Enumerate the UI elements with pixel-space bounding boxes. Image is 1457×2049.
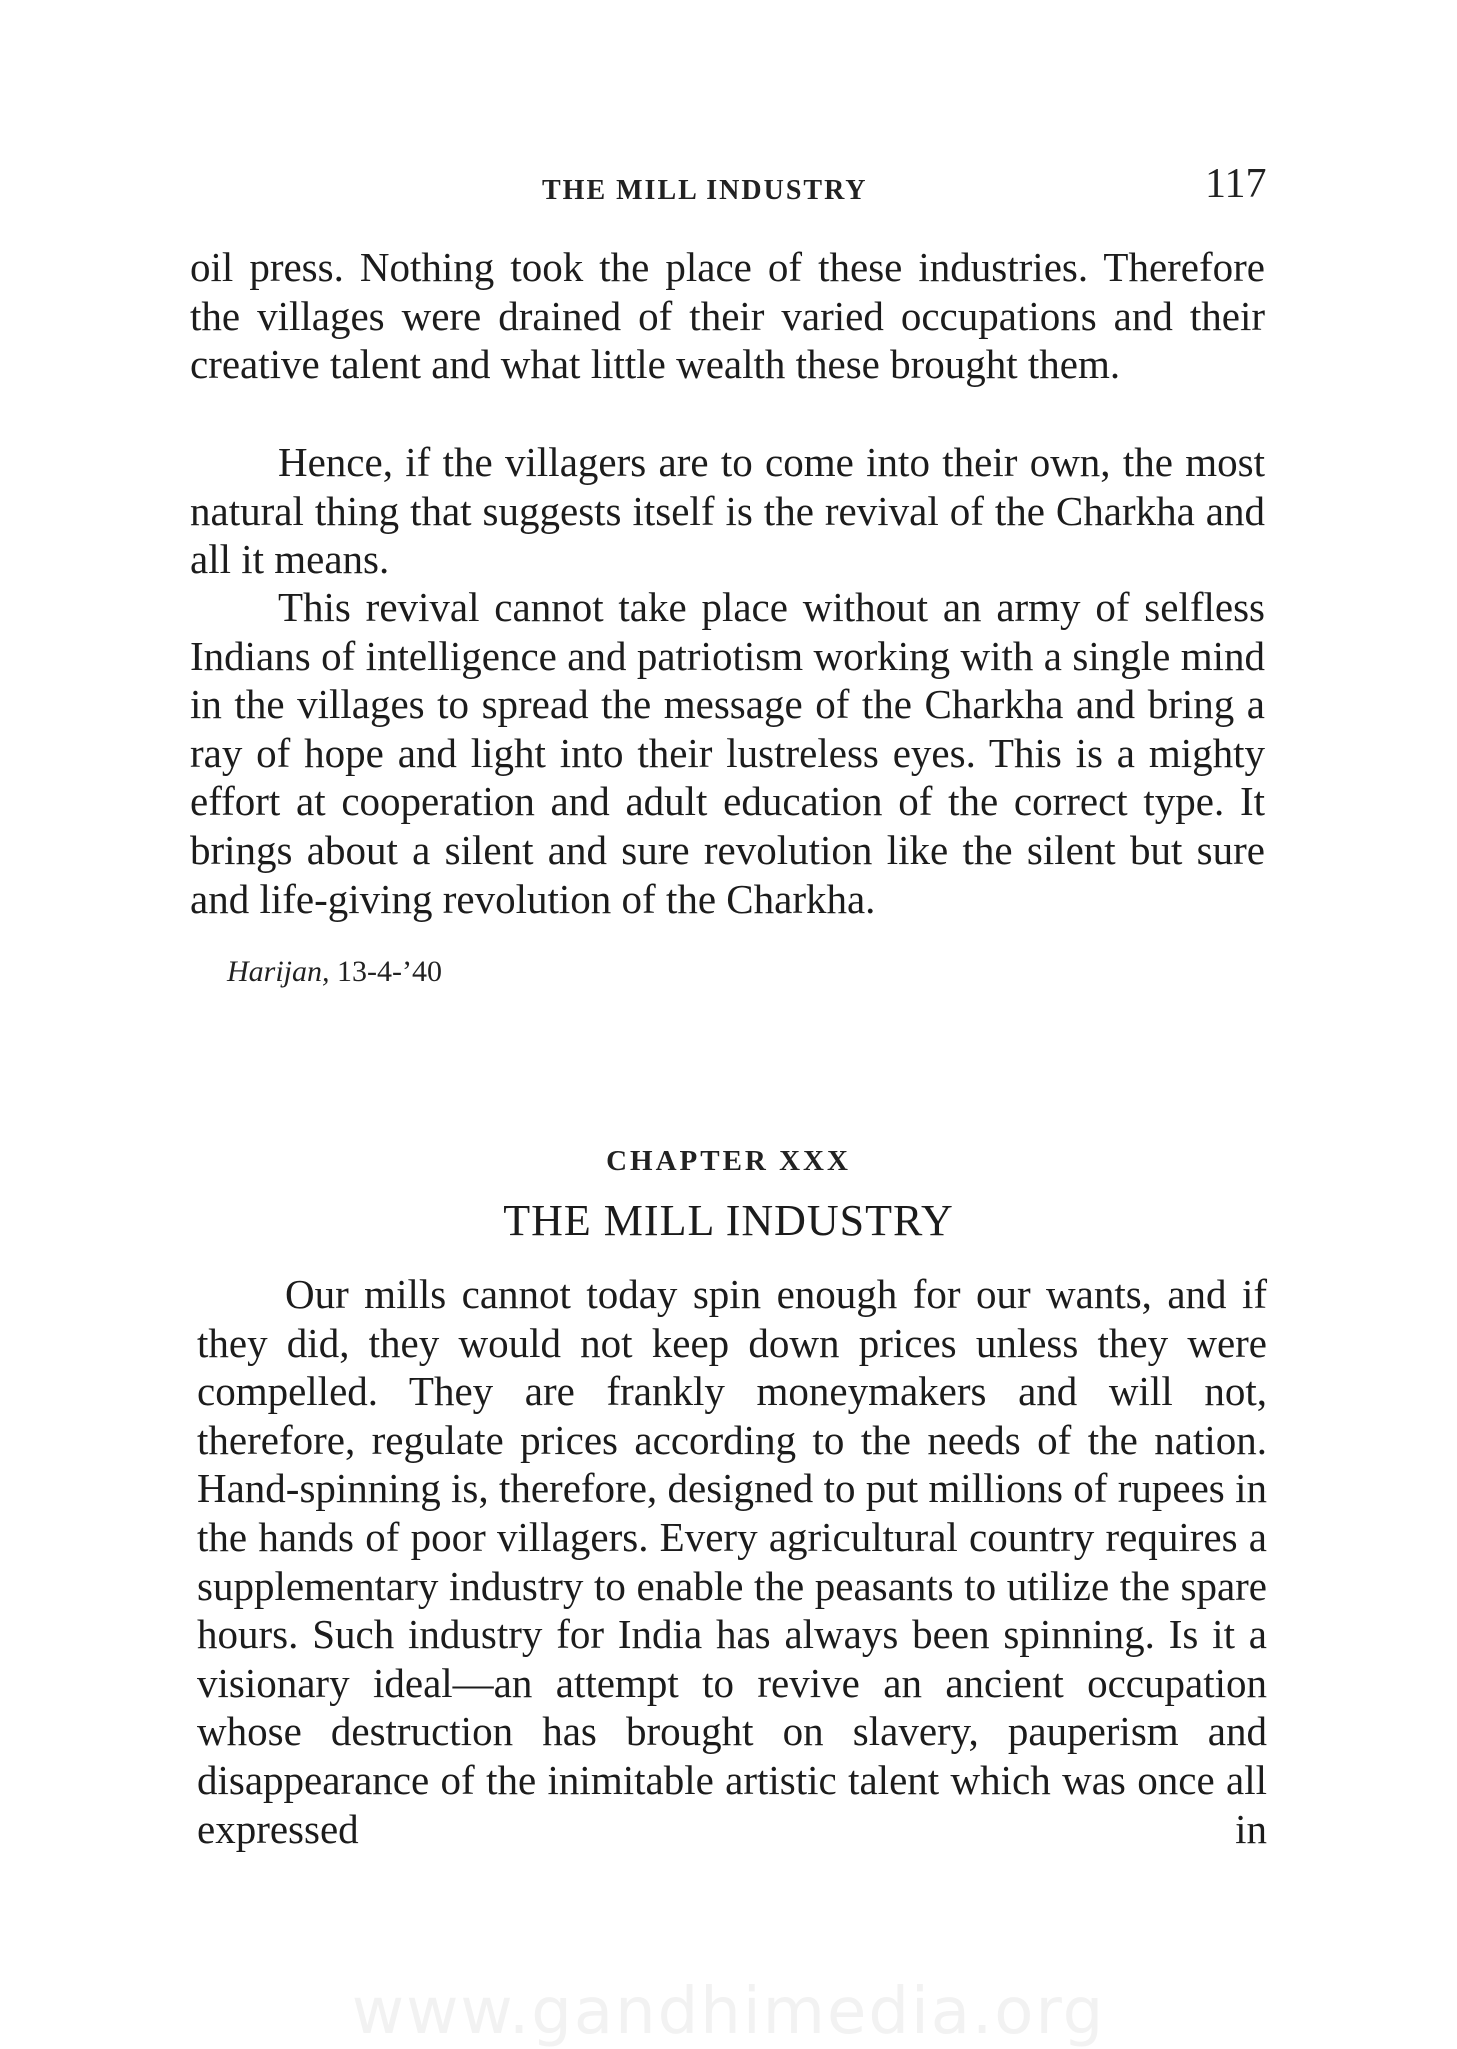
source-date: 13-4-’40 (337, 955, 442, 988)
paragraph-army-of-selfless: This revival cannot take place without an army of selfless Indians of intelligence and patriotism working with a single mind in the villages to spread the message of the Charkha and bring a ray of hope and light into their lustreless eyes. This is a mighty effort at cooperation and adult education of the correct type. It brings about a silent and sure revolution like the silent but sure and life-giving revolution of the Charkha. (190, 584, 1265, 922)
source-publication: Harijan, (227, 955, 330, 988)
chapter-label: CHAPTER XXX (606, 1145, 851, 1177)
page-number: 117 (1205, 161, 1267, 207)
watermark: www.gandhimedia.org (351, 1975, 1106, 2049)
source-citation (227, 955, 442, 989)
running-head: THE MILL INDUSTRY (542, 175, 868, 206)
paragraph-our-mills: Our mills cannot today spin enough for our wants, and if they did, they would not keep down prices unless they were compelled. They are frankly moneymakers and will not, therefore, regulate prices according to the needs of the nation. Hand-spinning is, therefore, designed to put millions of rupees in the hands of poor villagers. Every agricultural country requires a supplementary industry to enable the peasants to utilize the spare hours. Such industry for India has always been spinning. Is it a visionary ideal—an attempt to revive an ancient occupation whose destruction has brought on slavery, pauperism and disappearance of the inimitable artistic talent which was once all expressed in (197, 1271, 1267, 1852)
chapter-title: THE MILL INDUSTRY (503, 1196, 954, 1245)
paragraph-revival: Hence, if the villagers are to come into their own, the most natural thing that suggests itself is the revival of the Charkha and all it means. (190, 439, 1265, 583)
paragraph-oil-press: oil press. Nothing took the place of these industries. Therefore the villages were drained of their varied occupations and their creative talent and what little wealth these brought them. (190, 244, 1265, 388)
